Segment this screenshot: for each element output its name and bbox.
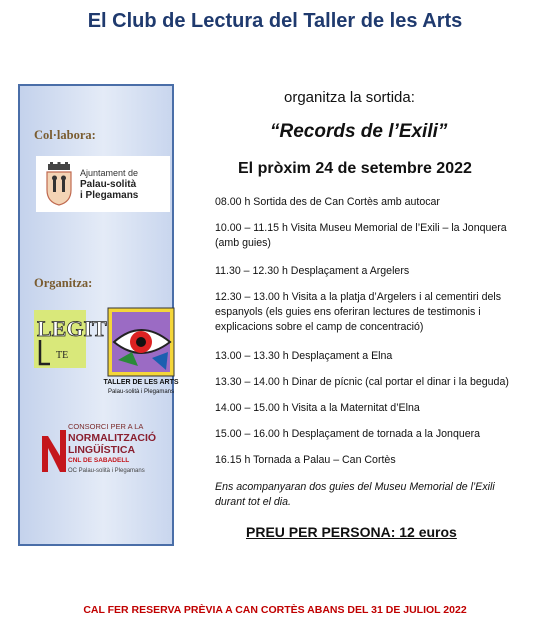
price-per-person: PREU PER PERSONA: 12 euros <box>246 524 457 540</box>
schedule-item: 10.00 – 11.15 h Visita Museu Memorial de l’Exili – la Jonquera (amb guies) <box>215 222 507 249</box>
cpnl-line3: LINGÜÍSTICA <box>68 444 136 456</box>
legit-logo <box>34 310 107 368</box>
svg-text:LEGIT: LEGIT <box>37 316 107 341</box>
schedule-item: 16.15 h Tornada a Palau – Can Cortès <box>215 454 396 466</box>
legit-te-logo-icon <box>34 310 107 368</box>
schedule-item: 13.00 – 13.30 h Desplaçament a Elna <box>215 350 393 362</box>
reservation-notice: CAL FER RESERVA PRÈVIA A CAN CORTÈS ABANS DEL 31 DE JULIOL 2022 <box>83 604 467 616</box>
event-title: “Records de l’Exili” <box>270 121 448 142</box>
taller-arts-logo <box>103 308 179 404</box>
svg-text:TE: TE <box>56 350 69 361</box>
ajuntament-line3: i Plegamans <box>80 190 139 201</box>
ajuntament-line1: Ajuntament de <box>80 168 139 178</box>
cpnl-line4: CNL DE SABADELL <box>68 457 130 464</box>
schedule-item: 11.30 – 12.30 h Desplaçament a Argelers <box>215 265 410 277</box>
schedule-item: 08.00 h Sortida des de Can Cortès amb autocar <box>215 196 440 208</box>
schedule-item: 15.00 – 16.00 h Desplaçament de tornada a la Jonquera <box>215 428 481 440</box>
eye-artwork-icon <box>108 308 174 376</box>
ajuntament-line2: Palau-solità <box>80 179 137 190</box>
cpnl-line1: CONSORCI PER A LA <box>68 422 144 431</box>
schedule-item: 14.00 – 15.00 h Visita a la Maternitat d’Elna <box>215 402 420 414</box>
schedule-item: 12.30 – 13.00 h Visita a la platja d’Argelers i al cementiri dels espanyols (els guies ens oferiran lectures de testimonis i explicacions sobre el camp de concentració) <box>215 291 502 333</box>
taller-place: Palau-solità i Plegamans <box>107 389 175 395</box>
taller-name: TALLER DE LES ARTS <box>103 379 179 386</box>
event-date: El pròxim 24 de setembre 2022 <box>238 160 472 177</box>
guides-note: Ens acompanyaran dos guies del Museu Memorial de l’Exili durant tot el dia. <box>215 481 495 508</box>
organitza-text: organitza la sortida: <box>284 89 415 106</box>
cpnl-line2: NORMALITZACIÓ <box>68 432 157 444</box>
cpnl-logo <box>40 422 170 492</box>
page-title: El Club de Lectura del Taller de les Arts <box>87 10 463 32</box>
collabora-heading: Col·labora: <box>34 128 96 142</box>
schedule-item: 13.30 – 14.00 h Dinar de pícnic (cal portar el dinar i la beguda) <box>215 376 509 388</box>
municipal-seal-icon <box>44 162 74 206</box>
cpnl-n-icon <box>40 422 66 474</box>
organitza-heading: Organitza: <box>34 276 93 290</box>
sponsor-sidebar <box>18 84 179 546</box>
cpnl-line5: OC Palau-solità i Plegamans <box>68 468 145 474</box>
ajuntament-logo <box>36 156 170 212</box>
